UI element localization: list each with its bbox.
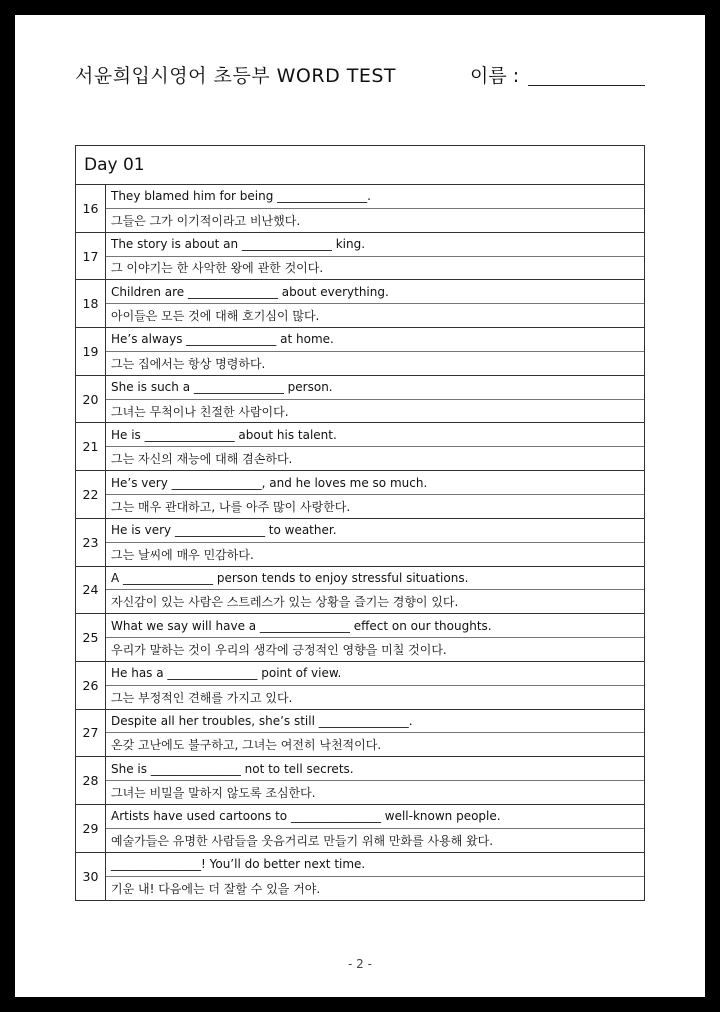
english-sentence: He’s very _______________, and he loves me so much.	[106, 471, 644, 495]
korean-translation: 그는 매우 관대하고, 나를 아주 많이 사랑한다.	[111, 499, 351, 514]
worksheet-page	[15, 15, 705, 997]
english-sentence: The story is about an _______________ king.	[106, 233, 644, 257]
question-number: 20	[76, 376, 106, 423]
question-row	[76, 423, 644, 471]
page-number: - 2 -	[348, 957, 372, 971]
question-lines	[106, 757, 644, 804]
korean-translation: 그녀는 무척이나 친절한 사람이다.	[111, 404, 289, 419]
question-number: 22	[76, 471, 106, 518]
korean-translation: 기운 내! 다음에는 더 잘할 수 있을 거야.	[111, 882, 321, 897]
question-number: 23	[76, 519, 106, 566]
question-number: 28	[76, 757, 106, 804]
question-lines	[106, 567, 644, 614]
korean-translation: 그는 부정적인 견해를 가지고 있다.	[111, 690, 293, 705]
question-lines	[106, 519, 644, 566]
question-row	[76, 853, 644, 901]
english-sentence: He is very _______________ to weather.	[106, 519, 644, 543]
english-sentence: He has a _______________ point of view.	[106, 662, 644, 686]
name-label: 이름 :	[470, 65, 520, 87]
question-row	[76, 280, 644, 328]
question-number: 19	[76, 328, 106, 375]
english-sentence: _______________! You’ll do better next time.	[106, 853, 644, 877]
english-sentence: A _______________ person tends to enjoy stressful situations.	[106, 567, 644, 591]
question-lines	[106, 710, 644, 757]
question-lines	[106, 662, 644, 709]
question-lines	[106, 805, 644, 852]
korean-translation: 그들은 그가 이기적이라고 비난했다.	[111, 213, 301, 228]
question-number: 21	[76, 423, 106, 470]
english-sentence: He’s always _______________ at home.	[106, 328, 644, 352]
english-sentence: Children are _______________ about everything.	[106, 280, 644, 304]
korean-translation: 우리가 말하는 것이 우리의 생각에 긍정적인 영향을 미칠 것이다.	[111, 642, 447, 657]
question-number: 17	[76, 233, 106, 280]
english-sentence: She is such a _______________ person.	[106, 376, 644, 400]
question-number: 16	[76, 185, 106, 232]
korean-translation: 온갖 고난에도 불구하고, 그녀는 여전히 낙천적이다.	[111, 738, 382, 753]
question-number: 18	[76, 280, 106, 327]
question-number: 27	[76, 710, 106, 757]
english-sentence: They blamed him for being _______________.	[106, 185, 644, 209]
question-row	[76, 567, 644, 615]
question-row	[76, 328, 644, 376]
name-blank-line	[528, 85, 645, 86]
korean-translation: 그녀는 비밀을 말하지 않도록 조심한다.	[111, 786, 316, 801]
word-test-table	[75, 145, 645, 901]
page-title: 서윤희입시영어 초등부 WORD TEST	[75, 65, 397, 87]
korean-translation: 그는 날씨에 매우 민감하다.	[111, 547, 254, 562]
question-row	[76, 805, 644, 853]
korean-translation: 그 이야기는 한 사악한 왕에 관한 것이다.	[111, 261, 324, 276]
day-header: Day 01	[76, 146, 644, 185]
question-row	[76, 471, 644, 519]
question-lines	[106, 376, 644, 423]
question-lines	[106, 328, 644, 375]
english-sentence: She is _______________ not to tell secrets.	[106, 757, 644, 781]
question-row	[76, 614, 644, 662]
english-sentence: Artists have used cartoons to _______________ well-known people.	[106, 805, 644, 829]
question-lines	[106, 853, 644, 901]
english-sentence: He is _______________ about his talent.	[106, 423, 644, 447]
question-row	[76, 233, 644, 281]
question-lines	[106, 471, 644, 518]
question-lines	[106, 185, 644, 232]
english-sentence: What we say will have a _______________ effect on our thoughts.	[106, 614, 644, 638]
question-number: 25	[76, 614, 106, 661]
question-number: 26	[76, 662, 106, 709]
question-row	[76, 376, 644, 424]
question-row	[76, 757, 644, 805]
question-lines	[106, 233, 644, 280]
english-sentence: Despite all her troubles, she’s still _______________.	[106, 710, 644, 734]
question-row	[76, 185, 644, 233]
question-number: 29	[76, 805, 106, 852]
question-number: 24	[76, 567, 106, 614]
question-number: 30	[76, 853, 106, 901]
question-row	[76, 710, 644, 758]
question-lines	[106, 280, 644, 327]
question-rows	[76, 185, 644, 900]
question-row	[76, 662, 644, 710]
korean-translation: 그는 자신의 재능에 대해 겸손하다.	[111, 452, 293, 467]
korean-translation: 예술가들은 유명한 사람들을 웃음거리로 만들기 위해 만화를 사용해 왔다.	[111, 833, 494, 848]
question-lines	[106, 614, 644, 661]
question-row	[76, 519, 644, 567]
korean-translation: 아이들은 모든 것에 대해 호기심이 많다.	[111, 309, 320, 324]
korean-translation: 그는 집에서는 항상 명령하다.	[111, 356, 266, 371]
korean-translation: 자신감이 있는 사람은 스트레스가 있는 상황을 즐기는 경향이 있다.	[111, 595, 459, 610]
question-lines	[106, 423, 644, 470]
